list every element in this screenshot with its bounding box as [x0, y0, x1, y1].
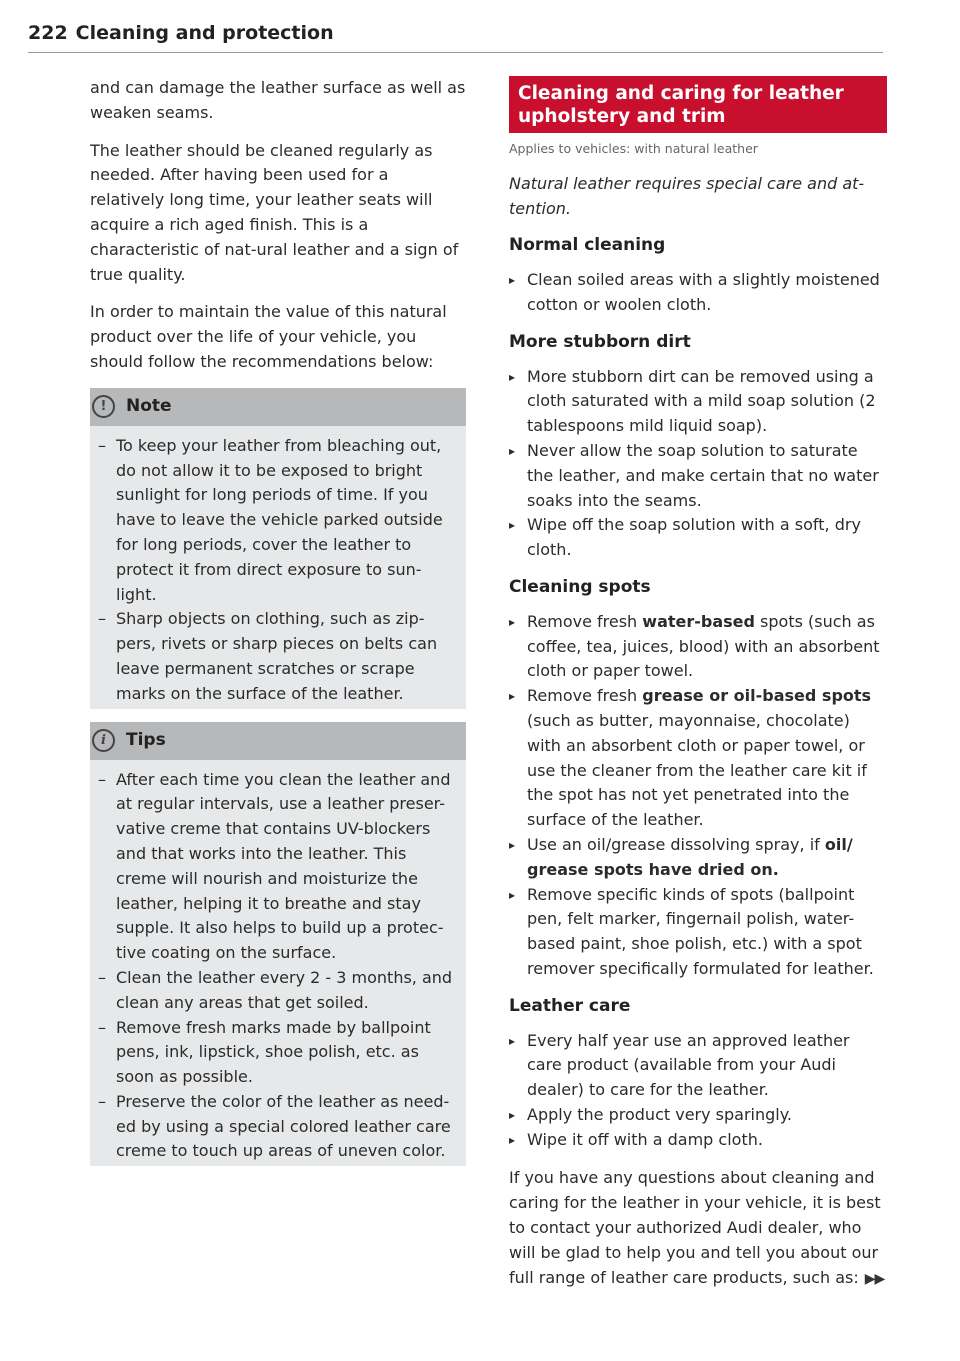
list-item: [509, 833, 887, 883]
tips-title: Tips: [126, 730, 166, 751]
text: Remove fresh: [527, 686, 643, 706]
list-item: ▸ Apply the product very sparingly.: [509, 1103, 887, 1128]
list-item: ▸ Remove specific kinds of spots (ballpoint pen, felt marker, fingernail polish, water-based paint, shoe polish, etc.) with a spot remover specifically formulated for leather.: [509, 883, 887, 982]
list-item: – After each time you clean the leather and at regular intervals, use a leather preser-vative creme that contains UV-blockers and that works into the leather. This creme will nourish and moisturize the leather, helping it to breathe and stay supple. It also helps to build up a protec-tive coating on the surface.: [98, 768, 456, 966]
text: (such as butter, mayonnaise, chocolate) with an absorbent cloth or paper towel, or use the cleaner from the leather care kit if the spot has not yet penetrated into the surface of the leather.: [527, 710, 867, 830]
exclamation-icon: !: [92, 395, 115, 418]
list-item: ▸ Wipe it off with a damp cloth.: [509, 1128, 887, 1153]
header-rule: [28, 52, 883, 53]
note-body: [90, 426, 466, 709]
left-column: [90, 76, 466, 1179]
list-item: – Clean the leather every 2 - 3 months, and clean any areas that get soiled.: [98, 966, 456, 1016]
list-item: – Remove fresh marks made by ballpoint pens, ink, lipstick, shoe polish, etc. as soon as possible.: [98, 1016, 456, 1090]
section-heading: Cleaning and caring for leather upholstery and trim: [509, 76, 887, 133]
list-item: – Preserve the color of the leather as need-ed by using a special colored leather care creme to touch up areas of uneven color.: [98, 1090, 456, 1164]
list-item: ▸ Wipe off the soap solution with a soft, dry cloth.: [509, 513, 887, 563]
list-item: [509, 684, 887, 833]
subheading-stubborn-dirt: More stubborn dirt: [509, 331, 691, 352]
paragraph: and can damage the leather surface as well as weaken seams.: [90, 78, 466, 122]
page-number: 222: [28, 22, 68, 44]
note-title: Note: [126, 396, 172, 417]
text: Use an oil/grease dissolving spray, if: [527, 834, 825, 854]
page-header: [28, 22, 883, 44]
subheading-cleaning-spots: Cleaning spots: [509, 576, 651, 597]
list-item: ▸ Never allow the soap solution to saturate the leather, and make certain that no water soaks into the seams.: [509, 439, 887, 513]
section-title: Cleaning and protection: [75, 22, 334, 44]
info-icon: i: [92, 729, 115, 752]
note-box: [90, 388, 466, 709]
list-item: – To keep your leather from bleaching out, do not allow it to be exposed to bright sunlight for long periods of time. If you have to leave the vehicle parked outside for long periods, cover the leather to protect it from direct exposure to sun-light.: [98, 434, 456, 608]
right-column: [509, 76, 887, 1304]
tips-box: [90, 722, 466, 1167]
paragraph: In order to maintain the value of this natural product over the life of your vehicle, you should follow the recommendations below:: [90, 302, 447, 371]
continue-arrow-icon: ▶▶: [864, 1270, 885, 1287]
bold-text: water-based: [642, 611, 755, 631]
text: If you have any questions about cleaning and caring for the leather in your vehicle, it is best to contact your authorized Audi dealer, who will be glad to help you and tell you about our full range of leather care products, such as:: [509, 1168, 881, 1287]
note-header: [90, 388, 466, 426]
list-item: ▸ Clean soiled areas with a slightly moistened cotton or woolen cloth.: [509, 268, 887, 318]
bold-text: grease or oil-based spots: [642, 686, 872, 706]
list-item: ▸ Every half year use an approved leather care product (available from your Audi dealer) to care for the leather.: [509, 1029, 887, 1103]
closing-paragraph: [509, 1166, 887, 1291]
list-item: – Sharp objects on clothing, such as zip-pers, rivets or sharp pieces on belts can leave permanent scratches or scrape marks on the surface of the leather.: [98, 607, 456, 706]
bold-text: oil/ grease spots have dried on.: [527, 834, 853, 879]
intro-text: Natural leather requires special care and at-tention.: [509, 173, 865, 218]
text: spots (such as coffee, tea, juices, blood) with an absorbent cloth or paper towel.: [527, 611, 880, 681]
tips-header: [90, 722, 466, 760]
paragraph: The leather should be cleaned regularly as needed. After having been used for a relatively long time, your leather seats will acquire a rich aged finish. This is a characteristic of nat-ural leather and a sign of true quality.: [90, 140, 459, 284]
subheading-leather-care: Leather care: [509, 995, 631, 1016]
text: Remove fresh: [527, 611, 643, 631]
applies-to: Applies to vehicles: with natural leather: [509, 141, 758, 156]
list-item: ▸ More stubborn dirt can be removed using a cloth saturated with a mild soap solution (2 tablespoons mild liquid soap).: [509, 365, 887, 439]
list-item: [509, 610, 887, 684]
subheading-normal-cleaning: Normal cleaning: [509, 235, 666, 256]
tips-body: [90, 760, 466, 1167]
